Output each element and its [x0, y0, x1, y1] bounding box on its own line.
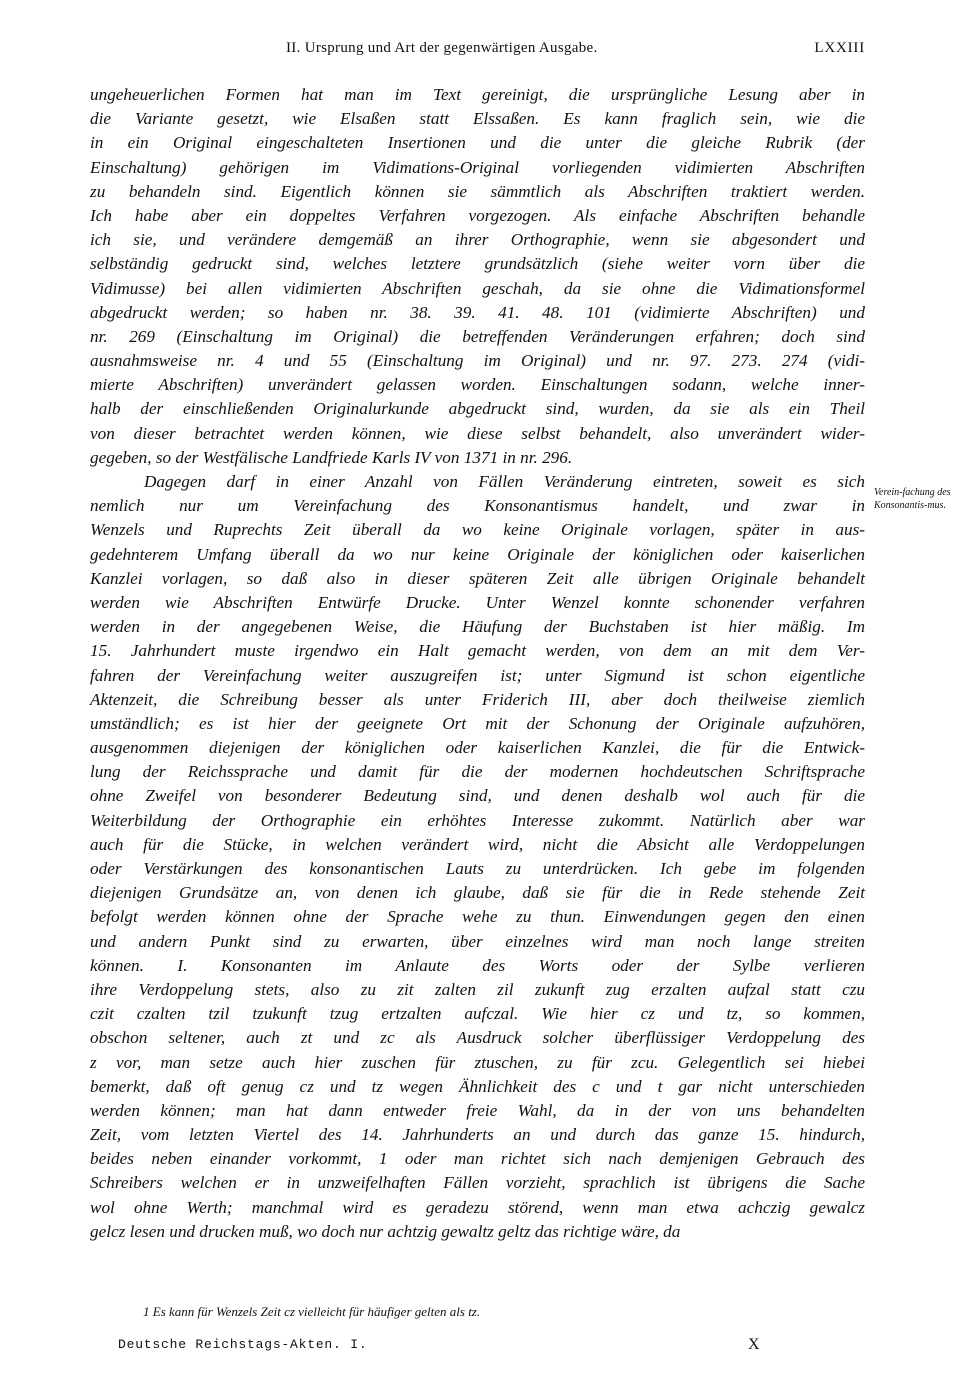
text-line: Aktenzeit, die Schreibung besser als unter Friderich III, aber doch theilweise ziemlich: [90, 689, 865, 709]
text-line: beides neben einander vorkommt, 1 oder man richtet sich nach demjenigen Gebrauch des: [90, 1149, 865, 1169]
text-line: und andern Punkt sind zu erwarten, über einzelnes wird man noch lange streiten: [90, 931, 865, 951]
text-line: ich sie, und verändere demgemäß an ihrer Orthographie, wenn sie abgesondert und: [90, 230, 865, 250]
text-line: werden wie Abschriften Entwürfe Drucke. Unter Wenzel konnte schonender verfahren: [90, 592, 865, 612]
text-line: ausgenommen diejenigen der königlichen oder kaiserlichen Kanzlei, die für die Entwick-: [90, 738, 865, 758]
text-line: ihre Verdoppelung stets, also zu zit zalten zil zukunft zug erzalten aufzal statt czu: [90, 979, 865, 999]
text-line: ungeheuerlichen Formen hat man im Text gereinigt, die ursprüngliche Lesung aber in: [90, 85, 865, 104]
text-line: gegeben, so der Westfälische Landfriede Karls IV von 1371 in nr. 296.: [90, 447, 573, 467]
text-line: werden können; man hat dann entweder freie Wahl, da in der von uns behandelten: [90, 1100, 865, 1120]
text-line: von dieser betrachtet werden können, wie diese selbst behandelt, also unverändert wider-: [90, 423, 865, 443]
text-line: Vidimusse) bei allen vidimierten Abschriften geschah, da sie ohne die Vidimationsformel: [90, 278, 865, 298]
text-line: auch für die Stücke, in welchen verändert wird, nicht die Absicht alle Verdoppelungen: [90, 834, 865, 854]
text-line: Zeit, vom letzten Viertel des 14. Jahrhunderts an und durch das ganze 15. hindurch,: [90, 1125, 865, 1145]
text-line: nemlich nur um Vereinfachung des Konsonantismus handelt, und zwar in: [90, 496, 865, 516]
text-line: obschon seltener, auch zt und zc als Ausdruck solcher überflüssiger Verdoppelung des: [90, 1028, 865, 1048]
footnote: 1 Es kann für Wenzels Zeit cz vielleicht für häufiger gelten als tz.: [143, 1304, 481, 1319]
text-line: Schreibers welchen er in unzweifelhaften Fällen vorzieht, sprachlich ist übrigens die Sache: [90, 1173, 865, 1193]
text-line: nr. 269 (Einschaltung im Original) die betreffenden Veränderungen erfahren; doch sind: [90, 326, 865, 346]
body-text: [90, 83, 865, 1244]
text-line: Ich habe aber ein doppeltes Verfahren vorgezogen. Als einfache Abschriften behandle: [90, 205, 865, 225]
text-line: lung der Reichssprache und damit für die der modernen hochdeutschen Schriftsprache: [90, 762, 865, 782]
text-line: Wenzels und Ruprechts Zeit überall da wo keine Originale vorlagen, später in aus-: [90, 520, 865, 540]
page-number: LXXIII: [814, 40, 865, 56]
text-line: wol ohne Werth; manchmal wird es geradezu störend, wenn man etwa achczig gewalcz: [90, 1197, 865, 1217]
text-line: diejenigen Grundsätze an, von denen ich glaube, daß sie für die in Rede stehende Zeit: [90, 883, 865, 903]
text-line: selbständig gedruckt sind, welches letztere grundsätzlich (siehe weiter vorn über die: [90, 254, 865, 274]
page-header: [90, 40, 865, 66]
text-line: fahren der Vereinfachung weiter auszugreifen ist; unter Sigmund ist schon eigentliche: [90, 665, 865, 685]
text-line: befolgt werden können ohne der Sprache wehe zu thun. Einwendungen gegen den einen: [90, 907, 865, 927]
text-line: umständlich; es ist hier der geeignete Ort mit der Schonung der Originale aufzuhören,: [90, 713, 865, 733]
text-line: bemerkt, daß oft genug cz und tz wegen Ähnlichkeit des c und t gar nicht unterschieden: [90, 1076, 865, 1096]
text-line: mierte Abschriften) unverändert gelassen worden. Einschaltungen sodann, welche inner-: [90, 375, 865, 395]
footer-publication: Deutsche Reichstags-Akten. I.: [118, 1337, 368, 1352]
text-line: Kanzlei vorlagen, so daß also in dieser späteren Zeit alle übrigen Originale behandelt: [90, 568, 865, 588]
text-line: czit czalten tzil tzukunft tzug ertzalten aufczal. Wie hier cz und tz, so kommen,: [90, 1004, 865, 1024]
text-line: ohne Zweifel von besonderer Bedeutung sind, und denen deshalb wol auch für die: [90, 786, 865, 806]
text-line: in ein Original eingeschalteten Insertionen und die unter die gleiche Rubrik (der: [90, 133, 865, 153]
text-line: abgedruckt werden; so haben nr. 38. 39. 41. 48. 101 (vidimierte Abschriften) und: [90, 302, 865, 322]
text-line: z vor, man setze auch hier zuschen für ztuschen, zu für zcu. Gelegentlich sei hiebei: [90, 1052, 865, 1072]
text-line: die Variante gesetzt, wie Elsaßen statt Elssaßen. Es kann fraglich sein, wie die: [90, 109, 865, 129]
text-line: gedehnterem Umfang überall da wo nur keine Originale der königlichen oder kaiserlichen: [90, 544, 865, 564]
text-line: Einschaltung) gehörigen im Vidimations-Original vorliegenden vidimierten Abschriften: [90, 157, 865, 177]
text-line: ausnahmsweise nr. 4 und 55 (Einschaltung im Original) und nr. 97. 273. 274 (vidi-: [90, 351, 865, 371]
footer-signature: X: [748, 1336, 760, 1353]
text-line: oder Verstärkungen des konsonantischen Lauts zu unterdrücken. Ich gebe im folgenden: [90, 859, 865, 878]
running-head: II. Ursprung und Art der gegenwärtigen Ausgabe.: [286, 40, 598, 56]
text-line: zu behandeln sind. Eigentlich können sie sämmtlich als Abschriften traktiert werden.: [90, 181, 865, 201]
margin-note: Verein-fachung des Konsonantis-mus.: [874, 487, 951, 511]
text-line: werden in der angegebenen Weise, die Häufung der Buchstaben ist hier mäßig. Im: [90, 617, 865, 637]
text-line: 15. Jahrhundert muste irgendwo ein Halt gemacht werden, von dem an mit dem Ver-: [90, 641, 865, 661]
text-line: gelcz lesen und drucken muß, wo doch nur achtzig gewaltz geltz das richtige wäre, da: [90, 1221, 681, 1241]
text-line: Weiterbildung der Orthographie ein erhöhtes Interesse zukommt. Natürlich aber war: [90, 810, 865, 830]
text-line: halb der einschließenden Originalurkunde abgedruckt sind, wurden, da sie als ein Theil: [90, 399, 865, 419]
text-line: Dagegen darf in einer Anzahl von Fällen Veränderung eintreten, soweit es sich: [144, 472, 865, 491]
text-line: können. I. Konsonanten im Anlaute des Worts oder der Sylbe verlieren: [90, 955, 865, 975]
